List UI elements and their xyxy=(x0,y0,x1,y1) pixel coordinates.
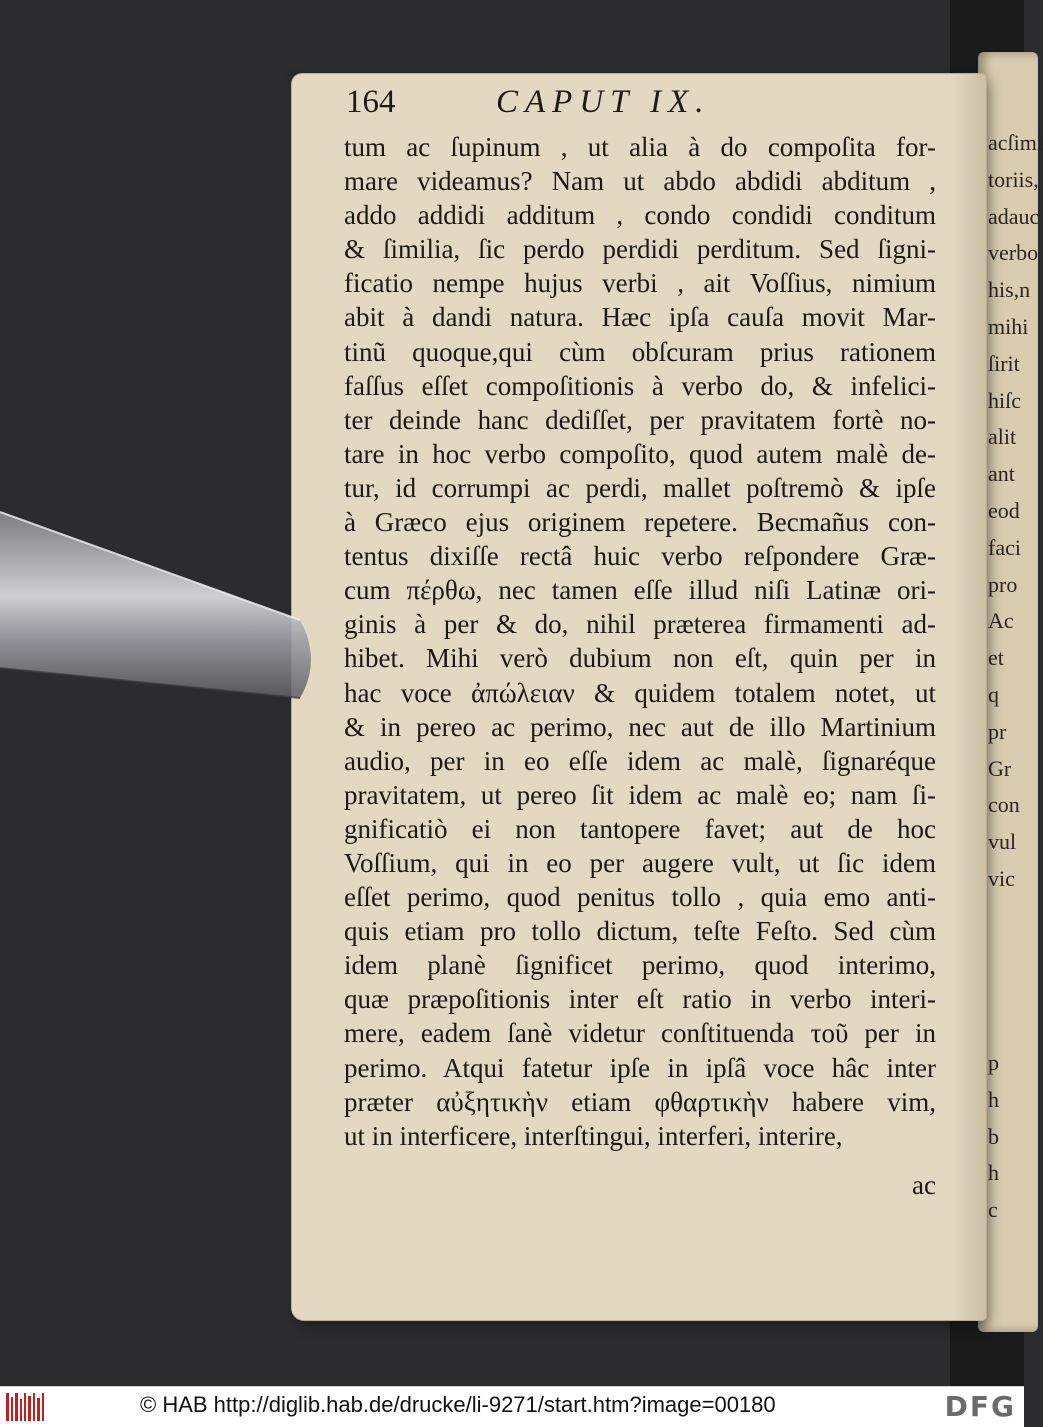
text-line: addo addidi additum , condo condidi conditum xyxy=(344,200,936,231)
next-page-fragment: vic xyxy=(988,866,1015,891)
text-line: Voſſium, qui in eo per augere vult, ut ſic idem xyxy=(344,847,936,878)
next-page-fragment: mihi xyxy=(988,314,1029,339)
text-line: ginis à per & do, nihil præterea firmamenti ad- xyxy=(344,609,936,640)
next-page-fragment: c xyxy=(988,1197,998,1223)
text-line: tentus dixiſſe rectâ huic verbo reſpondere Græ- xyxy=(344,541,936,572)
next-page-fragment: ant xyxy=(988,461,1015,487)
text-line: audio, per in eo eſſe idem ac malè, ſignaréque xyxy=(344,745,936,776)
text-line: hac voce ἀπώλειαν & quidem totalem notet, ut xyxy=(344,677,936,708)
next-page-fragment: eod xyxy=(988,498,1020,523)
barcode-icon xyxy=(6,1393,46,1421)
page-header xyxy=(346,84,946,130)
next-page-fragment: adauc xyxy=(988,203,1040,229)
text-line: tinũ quoque,qui cùm obſcuram prius rationem xyxy=(344,336,936,367)
next-page-fragment: Gr xyxy=(988,755,1012,781)
text-line: eſſet perimo, quod penitus tollo , quia emo anti- xyxy=(344,882,936,913)
text-line: tur, id corrumpi ac perdi, mallet poſtremò & ipſe xyxy=(344,472,936,503)
text-line: ut in interficere, interſtingui, interferi, interire, xyxy=(344,1120,843,1151)
running-title: CAPUT IX. xyxy=(496,84,711,120)
page-body-text xyxy=(344,130,936,1153)
text-line: mare videamus? Nam ut abdo abdidi abditum , xyxy=(344,166,936,197)
next-page-fragment: verbo xyxy=(988,240,1039,266)
text-line: & ſimilia, ſic perdo perdidi perditum. Sed ſigni- xyxy=(344,234,936,265)
text-line: à Græco ejus originem repetere. Becmañus con- xyxy=(344,507,936,538)
text-line: perimo. Atqui fatetur ipſe in ipſâ voce hâc inter xyxy=(344,1052,936,1083)
book-page xyxy=(292,74,986,1320)
text-line: idem planè ſignificet perimo, quod interimo, xyxy=(344,950,936,981)
catchword: ac xyxy=(912,1170,936,1200)
next-page-fragment: vul xyxy=(988,829,1017,855)
text-line: tum ac ſupinum , ut alia à do compoſita for- xyxy=(344,132,936,162)
next-page-fragment: b xyxy=(988,1123,999,1149)
next-page-fragment: hiſc xyxy=(988,387,1021,413)
next-page-fragment: acſimi xyxy=(988,130,1043,155)
text-line: gnificatiò ei non tantopere favet; aut de hoc xyxy=(344,813,936,844)
next-page-fragment: alit xyxy=(988,424,1017,450)
page-number: 164 xyxy=(346,84,396,120)
next-page-fragment: pro xyxy=(988,571,1018,597)
next-page-fragment: et xyxy=(988,645,1004,671)
text-line: præter αὐξητικὴν etiam φθαρτικὴν habere vim, xyxy=(344,1086,936,1117)
text-line: quæ præpoſitionis inter eſt ratio in verbo interi- xyxy=(344,984,936,1015)
next-page-fragment: h xyxy=(988,1160,999,1186)
next-page-fragment: h xyxy=(988,1086,999,1112)
next-page-fragment: faci xyxy=(988,534,1021,560)
next-page-fragment: Ac xyxy=(988,608,1014,634)
text-line: pravitatem, ut pereo ſit idem ac malè eo; nam ſi- xyxy=(344,779,936,810)
next-page-fragment: his,n xyxy=(988,277,1031,303)
next-page-fragment: q xyxy=(988,682,999,707)
footer-bar xyxy=(0,1386,1024,1427)
text-line: quis etiam pro tollo dictum, teſte Feſto. Sed cùm xyxy=(344,916,936,947)
text-line: abit à dandi natura. Hæc ipſa cauſa movit Mar- xyxy=(344,302,936,333)
next-page-fragment: p xyxy=(988,1050,999,1075)
next-page-fragment: pr xyxy=(988,718,1007,744)
text-line: mere, eadem ſanè videtur conſtituenda τοῦ per in xyxy=(344,1018,936,1049)
text-line: ter deinde hanc dediſſet, per pravitatem fortè no- xyxy=(344,404,936,435)
copyright-link[interactable]: © HAB http://diglib.hab.de/drucke/li-9271/start.htm?image=00180 xyxy=(140,1392,776,1417)
dfg-logo: DFG xyxy=(944,1390,1016,1423)
text-line: cum πέρθω, nec tamen eſſe illud niſi Latinæ ori- xyxy=(344,575,936,606)
text-line: hibet. Mihi verò dubium non eſt, quin per in xyxy=(344,643,936,674)
text-line: & in pereo ac perimo, nec aut de illo Martinium xyxy=(344,711,936,742)
next-page-edge xyxy=(978,52,1043,1332)
next-page-fragment: toriis, xyxy=(988,166,1039,192)
text-line: ficatio nempe hujus verbi , ait Voſſius, nimium xyxy=(344,268,936,299)
text-line: tare in hoc verbo compoſito, quod autem malè de- xyxy=(344,438,936,469)
next-page-fragment: con xyxy=(988,792,1020,818)
text-line: faſſus eſſet compoſitionis à verbo do, & infelici- xyxy=(344,370,936,401)
next-page-fragment: ſirit xyxy=(988,350,1020,376)
